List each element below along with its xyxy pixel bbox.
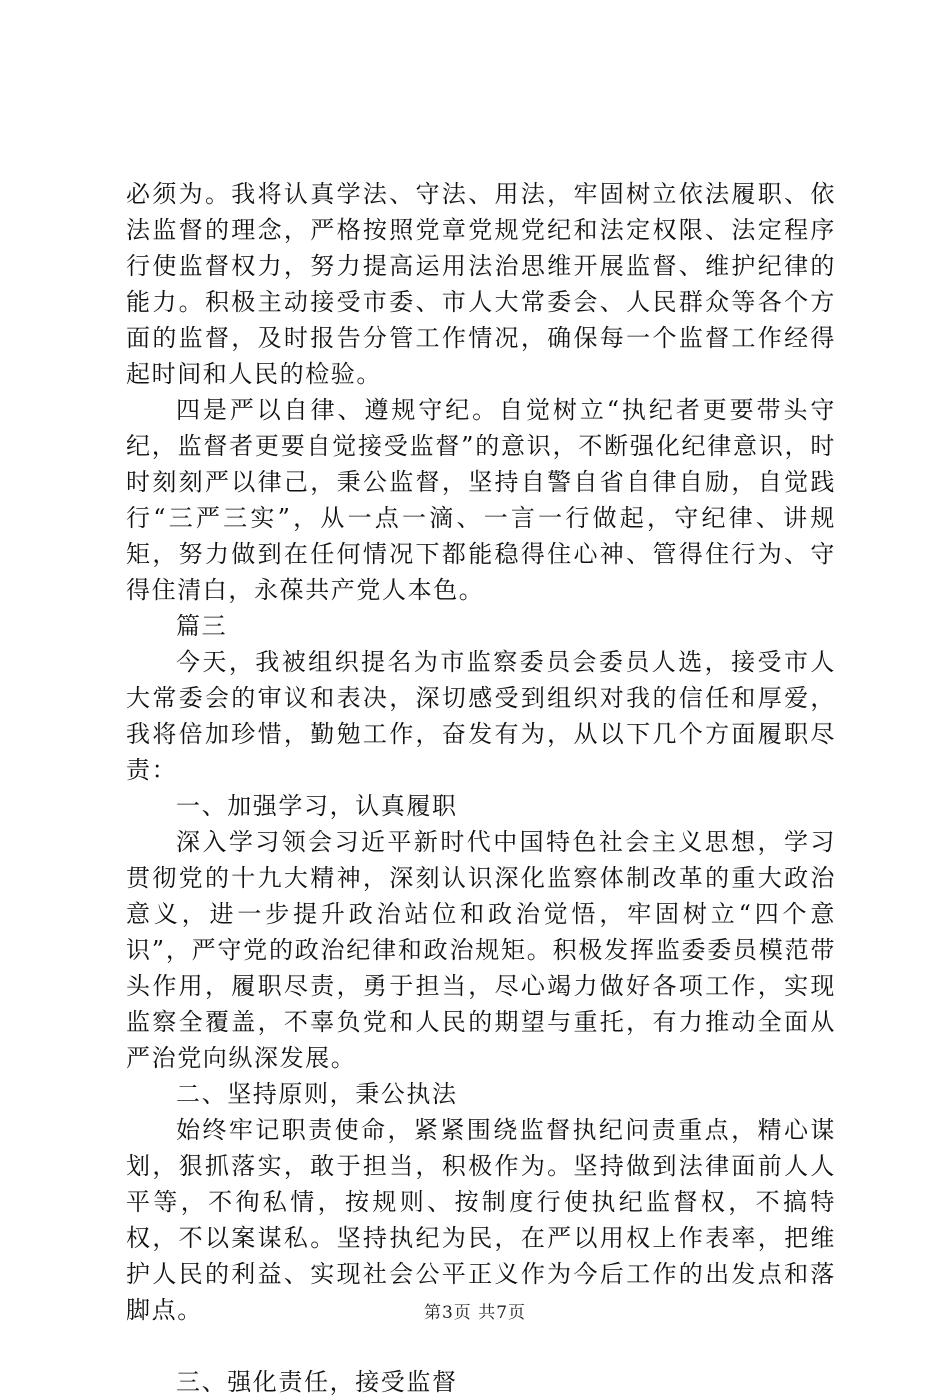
- paragraph-study: 深入学习领会习近平新时代中国特色社会主义思想，学习贯彻党的十九大精神，深刻认识深化监察体制改革的重大政治意义，进一步提升政治站位和政治觉悟，牢固树立“四个意识”，严守党的政治纪律和政治规矩。积极发挥监委委员模范带头作用，履职尽责，勇于担当，尽心竭力做好各项工作，实现监察全覆盖，不辜负党和人民的期望与重托，有力推动全面从严治党向纵深发展。: [126, 828, 836, 1072]
- page-number-footer: 第3页 共7页: [423, 1303, 527, 1323]
- paragraph-duty-by-law: 必须为。我将认真学法、守法、用法，牢固树立依法履职、依法监督的理念，严格按照党章党规党纪和法定权限、法定程序行使监督权力，努力提高运用法治思维开展监督、维护纪律的能力。积极主动接受市委、市人大常委会、人民群众等各个方面的监督，及时报告分管工作情况，确保每一个监督工作经得起时间和人民的检验。: [126, 180, 836, 388]
- heading-strengthen-study: 一、加强学习，认真履职: [176, 792, 458, 820]
- paragraph-self-discipline: 四是严以自律、遵规守纪。自觉树立“执纪者更要带头守纪，监督者更要自觉接受监督”的意识，不断强化纪律意识，时时刻刻严以律己，秉公监督，坚持自警自省自律自励，自觉践行“三严三实”，从一点一滴、一言一行做起，守纪律、讲规矩，努力做到在任何情况下都能稳得住心神、管得住行为、守得住清白，永葆共产党人本色。: [126, 396, 836, 604]
- paragraph-principles: 始终牢记职责使命，紧紧围绕监督执纪问责重点，精心谋划，狠抓落实，敢于担当，积极作为。坚持做到法律面前人人平等，不徇私情，按规则、按制度行使执纪监督权，不搞特权，不以案谋私。坚持执纪为民，在严以用权上作表率，把维护人民的利益、实现社会公平正义作为今后工作的出发点和落脚点。: [126, 1116, 836, 1324]
- paragraph-introduction: 今天，我被组织提名为市监察委员会委员人选，接受市人大常委会的审议和表决，深切感受到组织对我的信任和厚爱，我将倍加珍惜，勤勉工作，奋发有为，从以下几个方面履职尽责：: [126, 648, 836, 784]
- heading-uphold-principles: 二、坚持原则，秉公执法: [176, 1080, 458, 1108]
- document-body: [126, 176, 836, 1400]
- heading-strengthen-responsibility: 三、强化责任，接受监督: [176, 1368, 458, 1396]
- section-heading-part-three: 篇三: [176, 612, 228, 640]
